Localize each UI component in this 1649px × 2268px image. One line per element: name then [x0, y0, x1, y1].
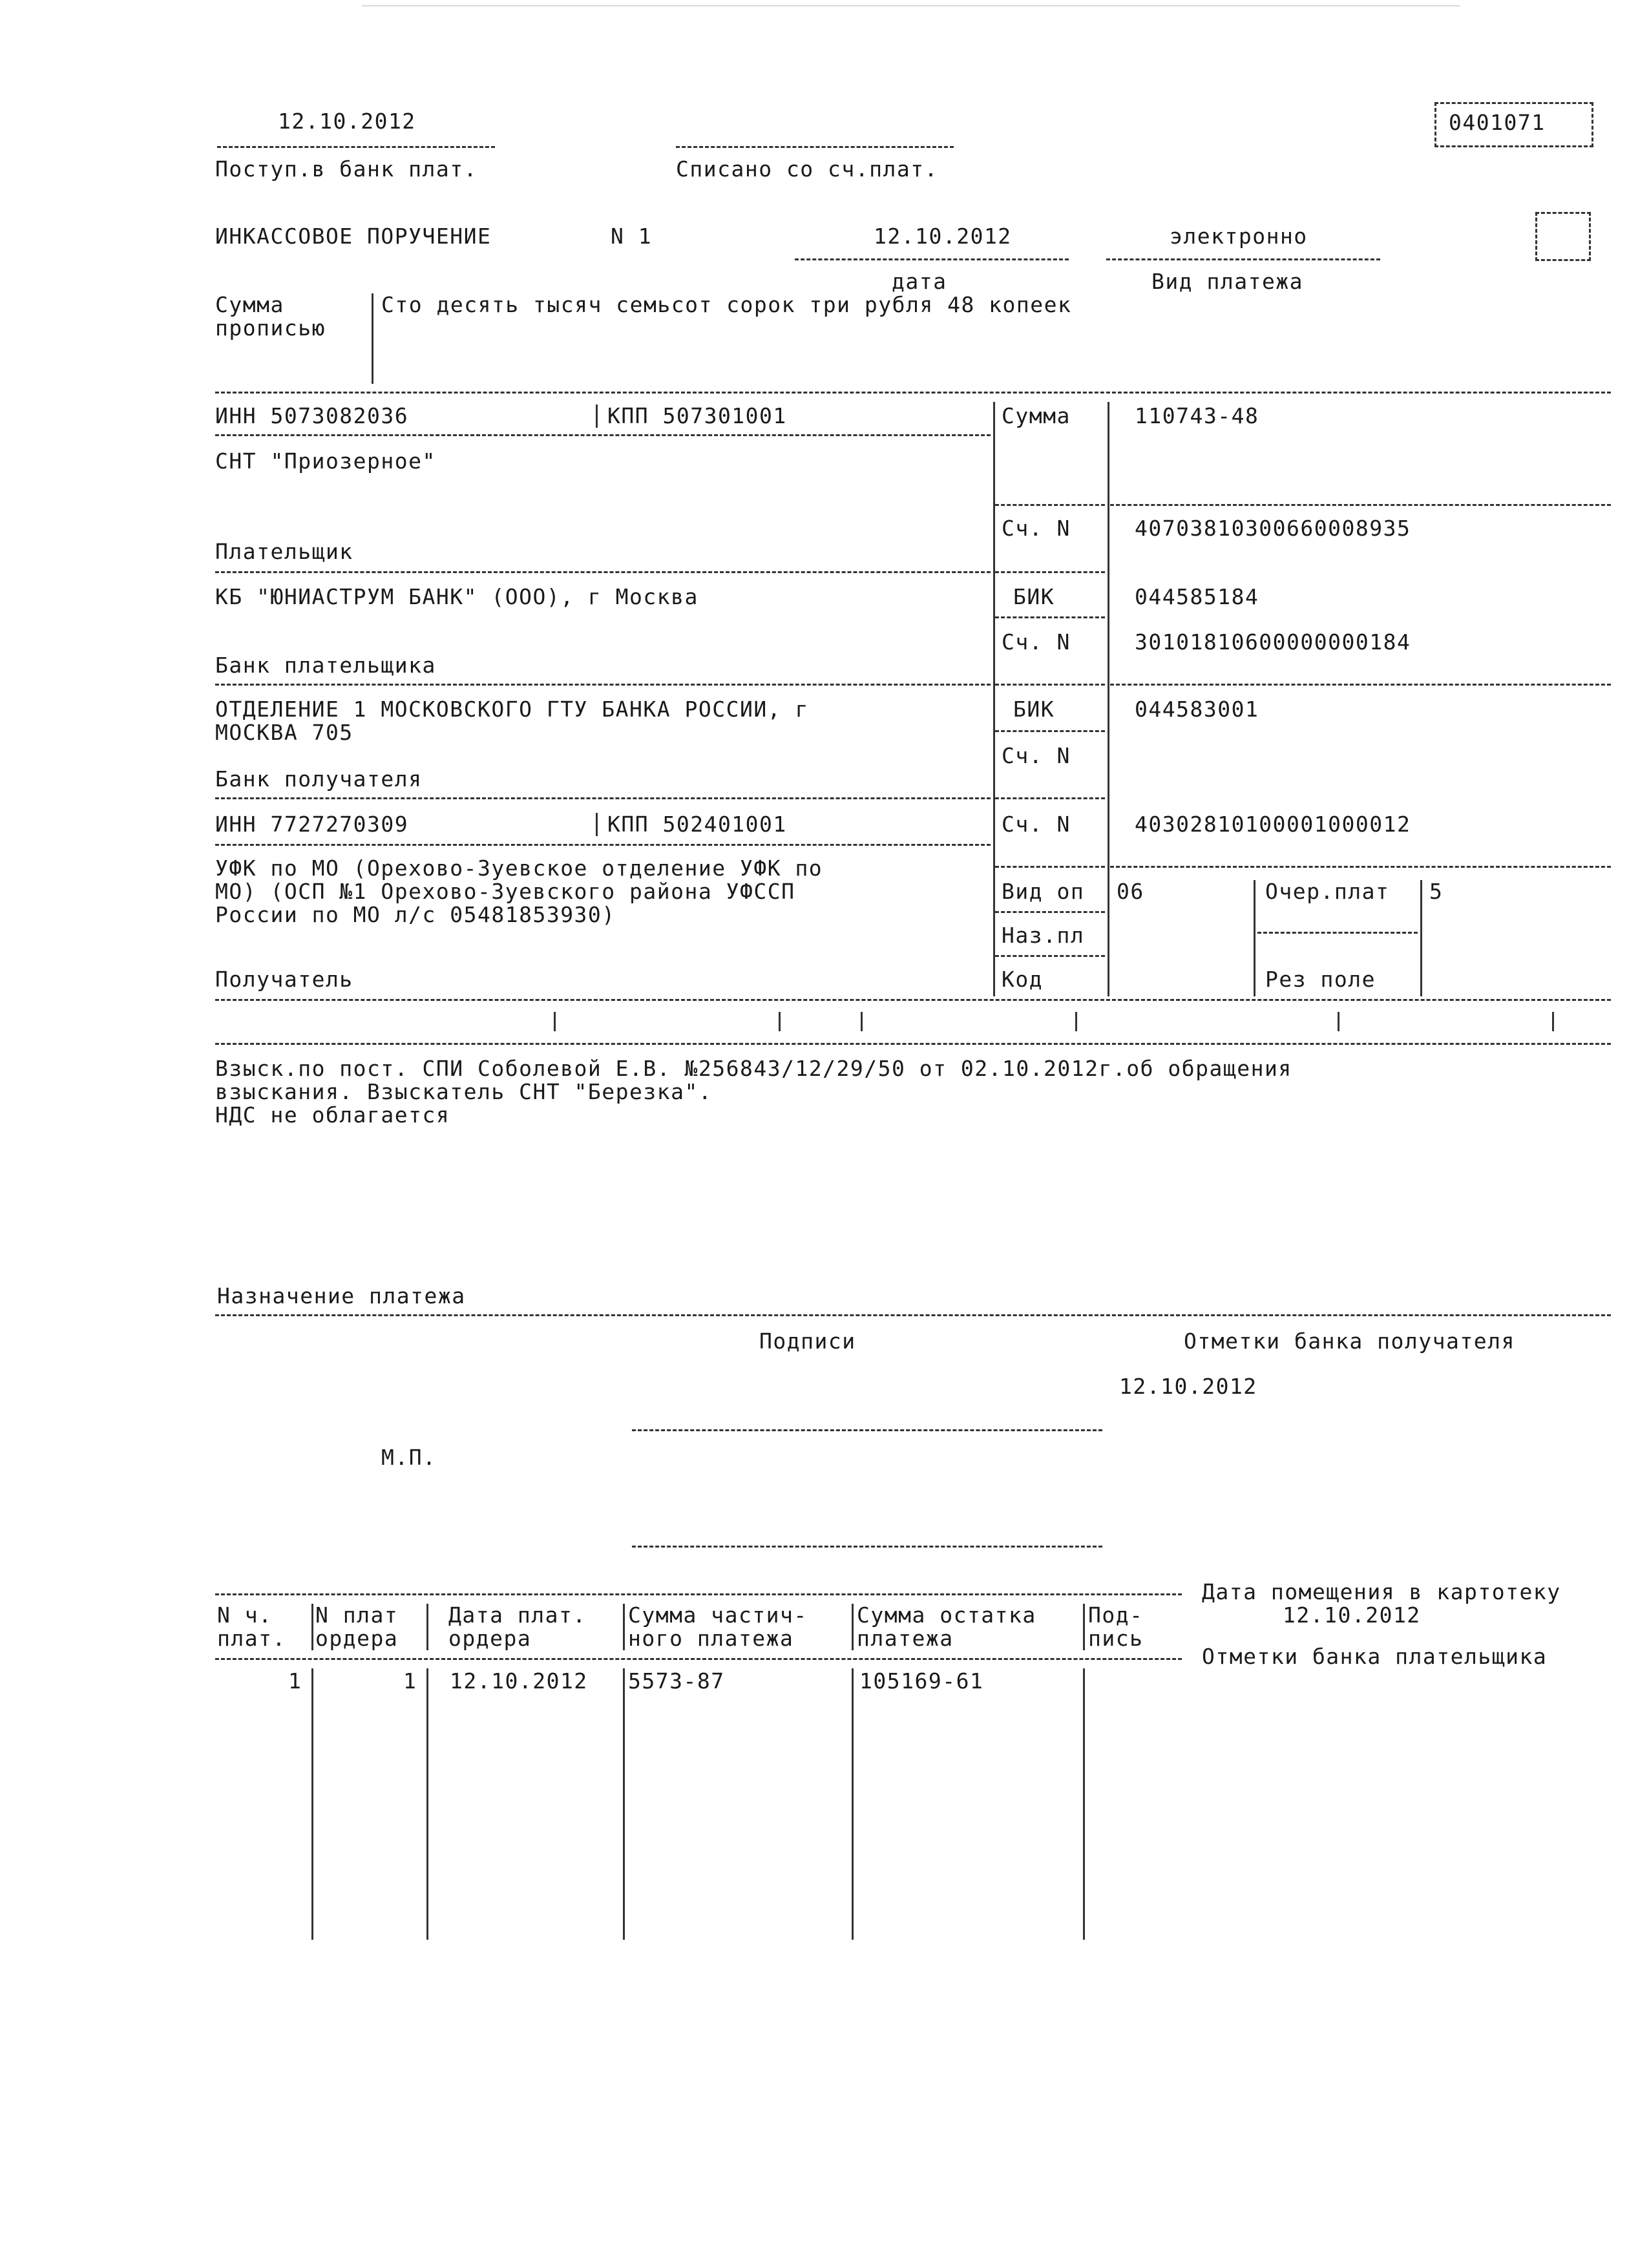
payment-type-underline — [1106, 258, 1380, 260]
sum-value-underline — [1110, 504, 1611, 506]
partial-col-sep-4 — [852, 1604, 854, 1650]
priority-value: 5 — [1429, 879, 1444, 904]
purpose-line-2: взыскания. Взыскатель СНТ "Березка". — [215, 1079, 713, 1104]
tax-field-divider-4 — [1075, 1012, 1077, 1031]
col-header-part-no-2: плат. — [217, 1626, 286, 1651]
col-header-signature-1: Под- — [1088, 1602, 1144, 1628]
partial-body-sep-5 — [1083, 1668, 1085, 1940]
op-type-underline — [995, 911, 1105, 913]
tax-field-divider-5 — [1338, 1012, 1339, 1031]
payer-inn-kpp-divider — [596, 404, 598, 428]
sum-cell-underline — [995, 504, 1105, 506]
payment-type: электронно — [1170, 224, 1308, 249]
payer-bank-bik-underline — [995, 616, 1105, 618]
sum-label: Сумма — [1002, 403, 1071, 428]
filing-label: Дата помещения в картотеку — [1202, 1579, 1561, 1604]
grid-vline-right — [1108, 402, 1109, 996]
status-box — [1535, 212, 1591, 261]
payer-bank-label: Банк плательщика — [215, 653, 436, 678]
recipient-bank-marks-label: Отметки банка получателя — [1184, 1328, 1515, 1354]
amount-words-label-1: Сумма — [215, 292, 284, 317]
payer-bank-marks-label: Отметки банка плательщика — [1202, 1644, 1548, 1669]
debited-label: Списано со сч.плат. — [676, 156, 938, 182]
recipient-account-value: 40302810100001000012 — [1135, 812, 1411, 837]
received-date-underline — [217, 146, 495, 148]
recipient-inn: ИНН 7727270309 — [215, 812, 409, 837]
document-date: 12.10.2012 — [874, 224, 1012, 249]
section-divider-1 — [215, 392, 1611, 394]
purpose-line-3: НДС не облагается — [215, 1102, 450, 1128]
payer-bank-underline — [215, 684, 991, 686]
scan-artifact-top — [362, 5, 1460, 6]
recipient-bank-cell-underline — [995, 797, 1105, 799]
col-header-order-date-1: Дата плат. — [448, 1602, 587, 1628]
signatures-label: Подписи — [759, 1328, 856, 1354]
partial-body-sep-4 — [852, 1668, 854, 1940]
form-code: 0401071 — [1449, 110, 1546, 135]
date-label: дата — [892, 269, 947, 294]
col-header-remainder-1: Сумма остатка — [857, 1602, 1036, 1628]
tax-field-divider-3 — [861, 1012, 863, 1031]
recipient-bank-marks-date: 12.10.2012 — [1119, 1374, 1257, 1399]
recipient-inn-underline — [215, 844, 991, 846]
partial-body-sep-2 — [426, 1668, 428, 1940]
purpose-code-label: Наз.пл — [1002, 923, 1085, 948]
purpose-line-1: Взыск.по пост. СПИ Соболевой Е.В. №256843/12/29/50 от 02.10.2012г.об обращения — [215, 1056, 1292, 1081]
payer-label: Плательщик — [215, 539, 353, 564]
row-partial-sum: 5573-87 — [628, 1668, 725, 1694]
payment-type-label: Вид платежа — [1151, 269, 1304, 294]
document-number: N 1 — [611, 224, 653, 249]
recipient-name-2: МО) (ОСП №1 Орехово-Зуевского района УФССП — [215, 879, 795, 904]
col-header-part-no-1: N ч. — [217, 1602, 273, 1628]
tax-field-divider-6 — [1552, 1012, 1554, 1031]
section-divider-4 — [215, 1314, 1611, 1316]
payer-bank-account-value: 30101810600000000184 — [1135, 629, 1411, 655]
section-divider-3 — [215, 1043, 1611, 1045]
amount-words-value: Сто десять тысяч семьсот сорок три рубля 48 копеек — [381, 292, 1072, 317]
amount-words-divider — [372, 293, 373, 384]
recipient-inn-kpp-divider — [596, 813, 598, 836]
col-header-signature-2: пись — [1088, 1626, 1144, 1651]
row-part-no: 1 — [288, 1668, 302, 1694]
recipient-account-label: Сч. N — [1002, 812, 1071, 837]
recipient-account-cell-underline — [995, 866, 1105, 868]
partial-col-sep-1 — [311, 1604, 313, 1650]
signature-line-2 — [632, 1546, 1102, 1548]
debited-date-underline — [676, 146, 954, 148]
partial-body-sep-1 — [311, 1668, 313, 1940]
recipient-bank-name-2: МОСКВА 705 — [215, 720, 353, 745]
tax-field-divider-2 — [779, 1012, 781, 1031]
col-header-partial-sum-2: ного платежа — [628, 1626, 794, 1651]
received-date: 12.10.2012 — [278, 109, 416, 134]
partial-col-sep-2 — [426, 1604, 428, 1650]
document-title: ИНКАССОВОЕ ПОРУЧЕНИЕ — [215, 224, 492, 249]
col-header-order-date-2: ордера — [448, 1626, 532, 1651]
payer-account-cell-underline — [995, 571, 1105, 573]
partial-table-header-line — [215, 1658, 1182, 1660]
row-remainder: 105169-61 — [859, 1668, 984, 1694]
code-label: Код — [1002, 967, 1044, 992]
sum-value: 110743-48 — [1135, 403, 1259, 428]
recipient-bank-name-1: ОТДЕЛЕНИЕ 1 МОСКОВСКОГО ГТУ БАНКА РОССИИ, г — [215, 697, 809, 722]
col-header-order-no-1: N плат — [315, 1602, 399, 1628]
tax-field-divider-1 — [554, 1012, 556, 1031]
purpose-code-underline — [995, 955, 1105, 957]
op-type-value: 06 — [1117, 879, 1144, 904]
partial-body-sep-3 — [623, 1668, 625, 1940]
recipient-name-1: УФК по МО (Орехово-Зуевское отделение УФК по — [215, 856, 823, 881]
op-type-label: Вид оп — [1002, 879, 1085, 904]
payer-name: СНТ "Приозерное" — [215, 448, 436, 474]
reserve-label: Рез поле — [1265, 967, 1376, 992]
partial-col-sep-3 — [623, 1604, 625, 1650]
payer-bank-name: КБ "ЮНИАСТРУМ БАНК" (ООО), г Москва — [215, 584, 698, 609]
stamp-label: М.П. — [381, 1445, 437, 1470]
signature-line-1 — [632, 1429, 1102, 1431]
recipient-bank-bik-value: 044583001 — [1135, 697, 1259, 722]
payer-account-value: 40703810300660008935 — [1135, 516, 1411, 541]
col-header-partial-sum-1: Сумма частич- — [628, 1602, 808, 1628]
filing-date: 12.10.2012 — [1283, 1602, 1421, 1628]
recipient-bank-bik-underline — [995, 730, 1105, 732]
priority-divider-right — [1420, 880, 1422, 996]
payer-kpp: КПП 507301001 — [607, 403, 787, 428]
priority-underline — [1257, 932, 1418, 934]
recipient-bank-label: Банк получателя — [215, 766, 423, 792]
recipient-name-3: России по МО л/с 05481853930) — [215, 902, 616, 927]
payer-bank-account-label: Сч. N — [1002, 629, 1071, 655]
recipient-bank-underline — [215, 797, 991, 799]
payer-bank-bik-value: 044585184 — [1135, 584, 1259, 609]
payer-inn-underline — [215, 434, 991, 436]
recipient-label: Получатель — [215, 967, 353, 992]
priority-label: Очер.плат — [1265, 879, 1390, 904]
recipient-bank-bik-label: БИК — [1013, 697, 1055, 722]
row-order-no: 1 — [403, 1668, 417, 1694]
payer-inn: ИНН 5073082036 — [215, 403, 409, 428]
partial-table-top-line — [215, 1593, 1182, 1595]
recipient-bank-account-label: Сч. N — [1002, 743, 1071, 768]
recipient-account-value-underline — [1110, 866, 1611, 868]
priority-divider-left — [1254, 880, 1255, 996]
col-header-remainder-2: платежа — [857, 1626, 954, 1651]
amount-words-label-2: прописью — [215, 315, 326, 341]
section-divider-2 — [215, 999, 1611, 1001]
payer-bank-value-underline — [1110, 684, 1611, 686]
partial-col-sep-5 — [1083, 1604, 1085, 1650]
recipient-kpp: КПП 502401001 — [607, 812, 787, 837]
payer-account-label: Сч. N — [1002, 516, 1071, 541]
payer-bank-bik-label: БИК — [1013, 584, 1055, 609]
grid-vline-left — [993, 402, 995, 996]
received-label: Поступ.в банк плат. — [215, 156, 478, 182]
purpose-label: Назначение платежа — [217, 1283, 466, 1308]
payer-bank-cell-underline — [995, 684, 1105, 686]
date-underline — [795, 258, 1069, 260]
row-order-date: 12.10.2012 — [450, 1668, 588, 1694]
col-header-order-no-2: ордера — [315, 1626, 399, 1651]
payer-underline — [215, 571, 991, 573]
